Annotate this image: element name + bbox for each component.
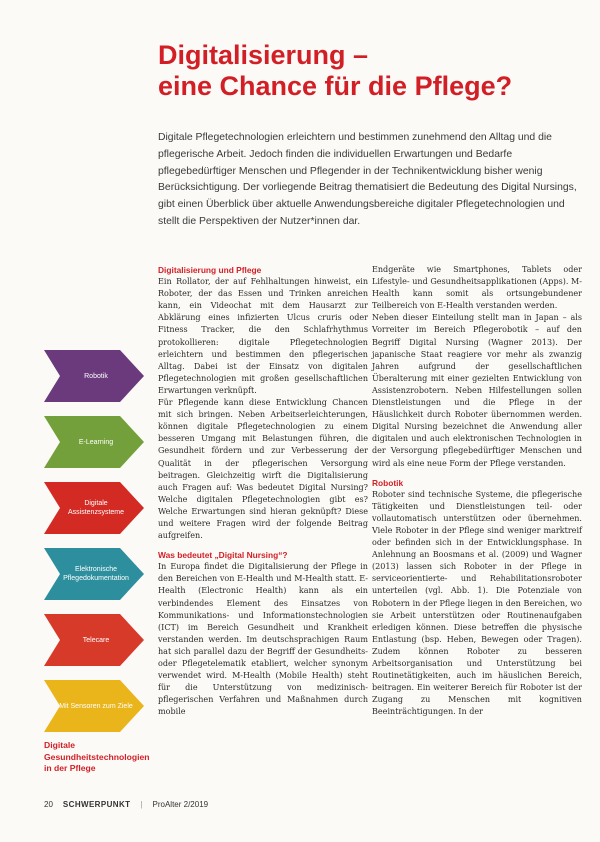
paragraph: Für Pflegende kann diese Entwicklung Chancen mit sich bringen. Neben Arbeitserleichterungen, können digitale Pflegetechnologien zu einem besseren Umgang mit Belastungen führen, die Gesundheit fördern und zur Verbesserung der Qualität in der pflegerischen Versorgung beitragen. Gleichzeitig wirft die Digitalisierung auch Fragen auf: Was bedeutet Digital Nursing? Welche digitalen Pflegetechnologien gibt es? Welche Erwartungen sind hieran geknüpft? Diese und weitere Fragen wird der folgende Beitrag aufgreifen.	[158, 398, 368, 541]
section-heading: Robotik	[372, 477, 404, 488]
article-title	[158, 40, 578, 102]
chevron-robotik	[44, 350, 144, 402]
page-footer	[44, 800, 544, 809]
figure-caption: Digitale Gesundheitstechnologien in der Pflege	[44, 740, 150, 773]
footer-separator: |	[140, 800, 143, 809]
paragraph: Ein Rollator, der auf Fehlhaltungen hinweist, ein Roboter, der das Essen und Trinken anreichen kann, ein Videochat mit dem Hausarzt zur Abklärung eines infizierten Ulcus cruris oder Fitness Tracker, die den Schlafrhythmus protokollieren: digitale Pflegetechnologien erleichtern und bestimmen den pflegerischen Alltag. Dabei ist der Einsatz von digitalen Pflegetechnologien mit großen gesellschaftlichen Erwartungen verknüpft.	[158, 277, 368, 395]
section-name: SCHWERPUNKT	[62, 800, 131, 809]
text-column-left	[158, 264, 368, 718]
chevron-label: Telecare	[82, 636, 110, 644]
chevron-assistenzsysteme	[44, 482, 144, 534]
paragraph: Endgeräte wie Smartphones, Tablets oder Lifestyle- und Gesundheitsapplikationen (Apps). M-Health kann somit als ortsungebundener Teilbereich von E-Health verstanden werden.	[372, 265, 582, 311]
paragraph: Roboter sind technische Systeme, die pflegerische Tätigkeiten und Dienstleistungen teil- oder vollautomatisch unterstützen oder übernehmen. Viele Roboter in der Pflege sind weniger marktreif oder befinden sich in der Entwicklungsphase. In Anlehnung an Boosmans et al. (2009) und Wagner (2013) lassen sich Roboter in der Pflege in serviceorientierte- und Rehabilitationsroboter unterteilen (vgl. Abb. 1). Die Potenziale von Robotern in der Pflege liegen in den Bereichen, wo sie Arbeit unterstützen oder Routinenaufgaben erledigen können. Diese betreffen die physische Entlastung (bsp. Heben, Bewegen oder Tragen). Zudem können Roboter zu besseren Arbeitsorganisation und Unterstützung bei Routinetätigkeiten, auch im häuslichen Bereich, beitragen. Ein weiterer Bereich für Roboter ist der Zugang zu Menschen mit kognitiven Beeinträchtigungen. In der	[372, 489, 582, 717]
section-heading: Was bedeutet „Digital Nursing“?	[158, 550, 288, 561]
title-line-1: Digitalisierung –	[158, 40, 369, 70]
chevron-label: E-Learning	[78, 438, 114, 446]
text-column-right	[372, 264, 582, 718]
chevron-pflegedokumentation	[44, 548, 144, 600]
chevron-label: Digitale Assistenzsysteme	[67, 500, 125, 516]
paragraph: In Europa findet die Digitalisierung der Pflege in den Bereichen von E-Health und M-Health statt. E-Health (Electronic Health) kann als ein verbindendes Element des Einsatzes von Kommunikations- und Informationstechnologien (ICT) im Bereich Gesundheit und Krankheit verstanden werden. Im deutschsprachigen Raum hat sich parallel dazu der Begriff der Gesundheits- oder Pflegetelematik etabliert, welcher synonym verwendet wird. M-Health (Mobile Health) steht für die Unterstützung von medizinisch-pflegerischen Verfahren und Maßnahmen durch mobile	[158, 562, 368, 717]
title-line-2: eine Chance für die Pflege?	[158, 71, 513, 101]
lead-paragraph: Digitale Pflegetechnologien erleichtern und bestimmen zunehmend den Alltag und die pflegerische Arbeit. Jedoch finden die individuellen Erwartungen und Bedarfe pflegebedürftiger Menschen und Pflegender in der Technikentwicklung bisher wenig Berücksichtigung. Der vorliegende Beitrag thematisiert die Bedeutung des Digital Nursings, gibt einen Überblick über aktuelle Anwendungsbereiche digitaler Pflegetechnologien und stellt die Perspektiven der Nutzer*innen dar.	[158, 132, 577, 227]
paragraph: Neben dieser Einteilung stellt man in Japan – als Vorreiter im Bereich Pflegerobotik – auf den Begriff Digital Nursing (Wagner 2013). Der japanische Staat reagiere vor mehr als zwanzig Jahren aufgrund der gesellschaftlichen Überalterung mit einer gezielten Entwicklung von Assistenzrobotern. Neben Hilfestellungen sollen Dienstleistungen und die Pflege in der Häuslichkeit durch Roboter übernommen werden. Digital Nursing bezeichnet die Anwendung aller digitalen und auch elektronischen Technologien in der Versorgung pflegebedürftiger Menschen und wird als eine neue Form der Pflege verstanden.	[372, 313, 582, 468]
chevron-label: Robotik	[84, 372, 108, 380]
chevron-label: Elektronische Pflegedokumentation	[63, 566, 129, 582]
journal-name: ProAlter 2/2019	[152, 800, 209, 809]
page-number: 20	[44, 800, 53, 809]
chevron-sensoren	[44, 680, 144, 732]
chevron-label: Mit Sensoren zum Ziele	[59, 702, 133, 710]
chevron-e-learning	[44, 416, 144, 468]
chevron-telecare	[44, 614, 144, 666]
section-heading: Digitalisierung und Pflege	[158, 265, 262, 275]
